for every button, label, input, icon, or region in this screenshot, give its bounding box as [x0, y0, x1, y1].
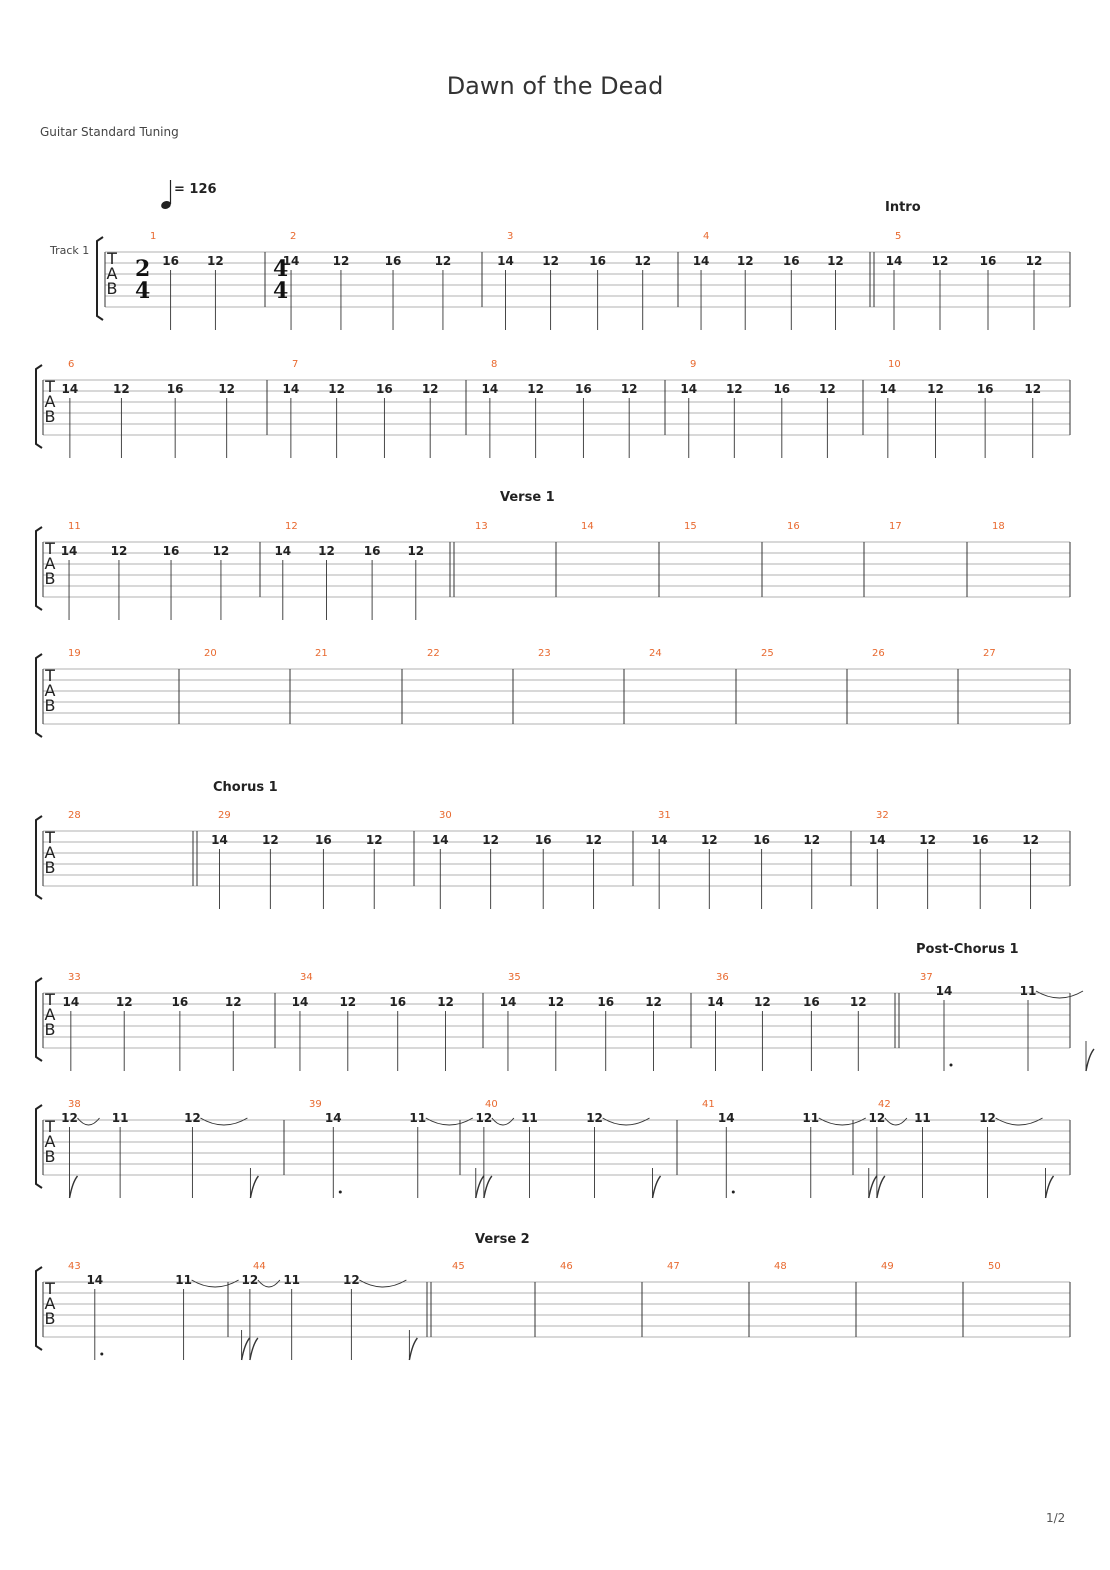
bar-number: 40 — [485, 1099, 498, 1110]
eighth-flag — [250, 1176, 258, 1198]
bar-number: 21 — [315, 648, 328, 659]
fret-number: 12 — [849, 995, 867, 1009]
fret-number: 12 — [261, 833, 279, 847]
tab-clef-letter: B — [44, 569, 56, 588]
bar-number: 2 — [290, 231, 297, 242]
bar-number: 22 — [427, 648, 440, 659]
fret-number: 11 — [802, 1111, 820, 1125]
system-bracket — [36, 365, 42, 448]
fret-number: 16 — [971, 833, 989, 847]
section-label: Post-Chorus 1 — [916, 942, 1019, 957]
fret-number: 12 — [113, 382, 130, 396]
bar-number: 24 — [649, 648, 662, 659]
fret-number: 12 — [754, 995, 771, 1009]
bar-number: 3 — [507, 231, 514, 242]
tab-clef-letter: T — [45, 828, 55, 847]
fret-number: 14 — [885, 254, 903, 268]
bar-number: 44 — [253, 1261, 266, 1272]
bar-number: 26 — [872, 648, 885, 659]
fret-number: 12 — [339, 995, 357, 1009]
bar-number: 34 — [300, 972, 313, 983]
fret-number: 14 — [211, 833, 228, 847]
bar-number: 45 — [452, 1261, 465, 1272]
bar-number: 20 — [204, 648, 217, 659]
time-signature-bottom: 4 — [273, 278, 289, 304]
fret-number: 12 — [547, 995, 565, 1009]
fret-number: 12 — [407, 544, 425, 558]
eighth-flag — [1086, 1049, 1094, 1071]
fret-number: 12 — [61, 1111, 78, 1125]
bar-number: 25 — [761, 648, 774, 659]
tab-clef-letter: B — [44, 696, 56, 715]
eighth-flag — [1046, 1176, 1054, 1198]
tempo-text: = 126 — [174, 182, 217, 197]
dot-mark — [100, 1353, 103, 1356]
fret-number: 12 — [868, 1111, 886, 1125]
bar-number: 6 — [68, 359, 75, 370]
fret-number: 12 — [218, 382, 236, 396]
tab-clef-letter: T — [45, 1279, 55, 1298]
fret-number: 11 — [521, 1111, 538, 1125]
eighth-flag — [476, 1176, 484, 1198]
tie-arc — [78, 1118, 100, 1125]
fret-number: 12 — [527, 382, 545, 396]
fret-number: 16 — [976, 382, 994, 396]
tie-arc — [1036, 991, 1083, 998]
tab-clef-letter: A — [44, 1132, 56, 1151]
bar-number: 9 — [690, 359, 697, 370]
dot-mark — [732, 1191, 735, 1194]
fret-number: 14 — [86, 1273, 104, 1287]
eighth-flag — [869, 1176, 877, 1198]
fret-number: 12 — [212, 544, 230, 558]
system-bracket — [36, 527, 42, 610]
fret-number: 11 — [914, 1111, 931, 1125]
song-title: Dawn of the Dead — [446, 72, 664, 100]
eighth-flag — [409, 1338, 417, 1360]
bar-number: 15 — [684, 521, 697, 532]
page-number: 1/2 — [1046, 1511, 1066, 1525]
fret-number: 12 — [115, 995, 133, 1009]
tie-arc — [819, 1118, 866, 1125]
bar-number: 42 — [878, 1099, 891, 1110]
fret-number: 12 — [919, 833, 937, 847]
fret-number: 16 — [773, 382, 791, 396]
time-signature-top: 2 — [135, 256, 151, 282]
fret-number: 14 — [62, 995, 80, 1009]
fret-number: 14 — [680, 382, 698, 396]
fret-number: 16 — [363, 544, 381, 558]
bar-number: 37 — [920, 972, 933, 983]
fret-number: 16 — [782, 254, 800, 268]
fret-number: 14 — [499, 995, 517, 1009]
bar-number: 36 — [716, 972, 729, 983]
dot-mark — [339, 1191, 342, 1194]
system-bracket — [97, 237, 103, 320]
fret-number: 11 — [1019, 984, 1037, 998]
bar-number: 31 — [658, 810, 671, 821]
bar-number: 23 — [538, 648, 551, 659]
fret-number: 16 — [589, 254, 606, 268]
fret-number: 12 — [343, 1273, 360, 1287]
fret-number: 12 — [585, 833, 602, 847]
fret-number: 14 — [692, 254, 710, 268]
bar-number: 28 — [68, 810, 81, 821]
fret-number: 11 — [175, 1273, 192, 1287]
tie-arc — [426, 1118, 473, 1125]
fret-number: 16 — [162, 544, 180, 558]
bar-number: 5 — [895, 231, 902, 242]
fret-number: 14 — [497, 254, 514, 268]
track-label: Track 1 — [50, 244, 90, 257]
fret-number: 12 — [241, 1273, 259, 1287]
fret-number: 12 — [434, 254, 452, 268]
tab-clef-letter: T — [45, 666, 55, 685]
fret-number: 12 — [634, 254, 652, 268]
fret-number: 12 — [736, 254, 754, 268]
bar-number: 12 — [285, 521, 298, 532]
fret-number: 12 — [328, 382, 346, 396]
fret-number: 14 — [717, 1111, 735, 1125]
fret-number: 12 — [542, 254, 559, 268]
tab-clef-letter: A — [44, 843, 56, 862]
tab-clef-letter: A — [44, 1005, 56, 1024]
fret-number: 14 — [481, 382, 499, 396]
fret-number: 14 — [282, 254, 300, 268]
fret-number: 14 — [707, 995, 724, 1009]
fret-number: 12 — [586, 1111, 603, 1125]
section-label: Verse 2 — [475, 1232, 530, 1247]
fret-number: 12 — [645, 995, 662, 1009]
bar-number: 33 — [68, 972, 81, 983]
bar-number: 7 — [292, 359, 299, 370]
bar-number: 4 — [703, 231, 710, 242]
system-bracket — [36, 978, 42, 1061]
fret-number: 12 — [224, 995, 242, 1009]
fret-number: 14 — [291, 995, 309, 1009]
fret-number: 16 — [162, 254, 179, 268]
fret-number: 12 — [827, 254, 844, 268]
fret-number: 12 — [803, 833, 821, 847]
fret-number: 12 — [620, 382, 638, 396]
tie-arc — [603, 1118, 650, 1125]
tie-arc — [492, 1118, 514, 1125]
bar-number: 46 — [560, 1261, 573, 1272]
bar-number: 8 — [491, 359, 498, 370]
fret-number: 16 — [389, 995, 407, 1009]
system-bracket — [36, 654, 42, 737]
eighth-flag — [484, 1176, 492, 1198]
tab-clef-letter: A — [44, 392, 56, 411]
fret-number: 16 — [979, 254, 997, 268]
fret-number: 16 — [753, 833, 770, 847]
system-bracket — [36, 1267, 42, 1350]
fret-number: 12 — [1024, 382, 1042, 396]
tab-clef-letter: T — [45, 990, 55, 1009]
bar-number: 43 — [68, 1261, 81, 1272]
fret-number: 12 — [437, 995, 454, 1009]
fret-number: 14 — [61, 382, 79, 396]
tab-clef-letter: B — [44, 407, 56, 426]
fret-number: 14 — [879, 382, 897, 396]
bar-number: 10 — [888, 359, 901, 370]
section-label: Intro — [885, 200, 921, 215]
bar-number: 39 — [309, 1099, 322, 1110]
eighth-flag — [70, 1176, 78, 1198]
tab-clef-letter: B — [44, 1309, 56, 1328]
fret-number: 14 — [60, 544, 78, 558]
eighth-flag — [877, 1176, 885, 1198]
fret-number: 12 — [700, 833, 718, 847]
tab-clef-letter: A — [106, 264, 118, 283]
tie-arc — [359, 1280, 406, 1287]
fret-number: 12 — [421, 382, 439, 396]
tab-clef-letter: A — [44, 681, 56, 700]
bar-number: 47 — [667, 1261, 680, 1272]
section-label: Chorus 1 — [213, 780, 278, 795]
time-signature-bottom: 4 — [135, 278, 151, 304]
system-bracket — [36, 816, 42, 899]
bar-number: 32 — [876, 810, 889, 821]
bar-number: 50 — [988, 1261, 1001, 1272]
fret-number: 12 — [819, 382, 836, 396]
fret-number: 12 — [184, 1111, 201, 1125]
fret-number: 12 — [365, 833, 383, 847]
bar-number: 30 — [439, 810, 452, 821]
tab-clef-letter: T — [45, 1117, 55, 1136]
tuning-label: Guitar Standard Tuning — [40, 125, 179, 139]
fret-number: 16 — [534, 833, 552, 847]
fret-number: 12 — [207, 254, 224, 268]
fret-number: 16 — [171, 995, 189, 1009]
fret-number: 12 — [927, 382, 944, 396]
tab-clef-letter: T — [45, 377, 55, 396]
fret-number: 12 — [110, 544, 128, 558]
tab-clef-letter: B — [106, 279, 118, 298]
fret-number: 12 — [332, 254, 350, 268]
fret-number: 12 — [482, 833, 500, 847]
tie-arc — [996, 1118, 1043, 1125]
tab-clef-letter: T — [107, 249, 117, 268]
bar-number: 11 — [68, 521, 81, 532]
fret-number: 12 — [1025, 254, 1043, 268]
section-label: Verse 1 — [500, 490, 555, 505]
tie-arc — [200, 1118, 247, 1125]
tab-clef-letter: B — [44, 858, 56, 877]
fret-number: 16 — [315, 833, 332, 847]
time-signature-top: 4 — [273, 256, 289, 282]
bar-number: 27 — [983, 648, 996, 659]
bar-number: 17 — [889, 521, 902, 532]
fret-number: 14 — [282, 382, 300, 396]
tab-clef-letter: B — [44, 1020, 56, 1039]
bar-number: 35 — [508, 972, 521, 983]
bar-number: 49 — [881, 1261, 894, 1272]
bar-number: 41 — [702, 1099, 715, 1110]
eighth-flag — [653, 1176, 661, 1198]
fret-number: 14 — [868, 833, 886, 847]
fret-number: 16 — [376, 382, 393, 396]
bar-number: 29 — [218, 810, 231, 821]
fret-number: 14 — [935, 984, 953, 998]
system-bracket — [36, 1105, 42, 1188]
eighth-flag — [250, 1338, 258, 1360]
fret-number: 14 — [324, 1111, 342, 1125]
fret-number: 12 — [979, 1111, 996, 1125]
tie-arc — [258, 1280, 280, 1287]
fret-number: 16 — [166, 382, 184, 396]
fret-number: 11 — [409, 1111, 427, 1125]
fret-number: 11 — [111, 1111, 129, 1125]
fret-number: 12 — [1022, 833, 1039, 847]
bar-number: 13 — [475, 521, 488, 532]
tie-arc — [192, 1280, 239, 1287]
tie-arc — [885, 1118, 907, 1125]
eighth-flag — [242, 1338, 250, 1360]
bar-number: 18 — [992, 521, 1005, 532]
fret-number: 14 — [274, 544, 292, 558]
dot-mark — [950, 1064, 953, 1067]
fret-number: 12 — [475, 1111, 493, 1125]
bar-number: 38 — [68, 1099, 81, 1110]
fret-number: 16 — [384, 254, 402, 268]
bar-number: 16 — [787, 521, 800, 532]
tab-clef-letter: T — [45, 539, 55, 558]
bar-number: 14 — [581, 521, 594, 532]
fret-number: 16 — [803, 995, 820, 1009]
fret-number: 14 — [650, 833, 668, 847]
bar-number: 19 — [68, 648, 81, 659]
tab-clef-letter: A — [44, 1294, 56, 1313]
tab-clef-letter: B — [44, 1147, 56, 1166]
fret-number: 12 — [318, 544, 335, 558]
fret-number: 16 — [575, 382, 592, 396]
fret-number: 11 — [283, 1273, 301, 1287]
fret-number: 16 — [597, 995, 615, 1009]
tab-clef-letter: A — [44, 554, 56, 573]
fret-number: 14 — [431, 833, 449, 847]
fret-number: 12 — [931, 254, 949, 268]
bar-number: 48 — [774, 1261, 787, 1272]
bar-number: 1 — [150, 231, 157, 242]
fret-number: 12 — [725, 382, 743, 396]
